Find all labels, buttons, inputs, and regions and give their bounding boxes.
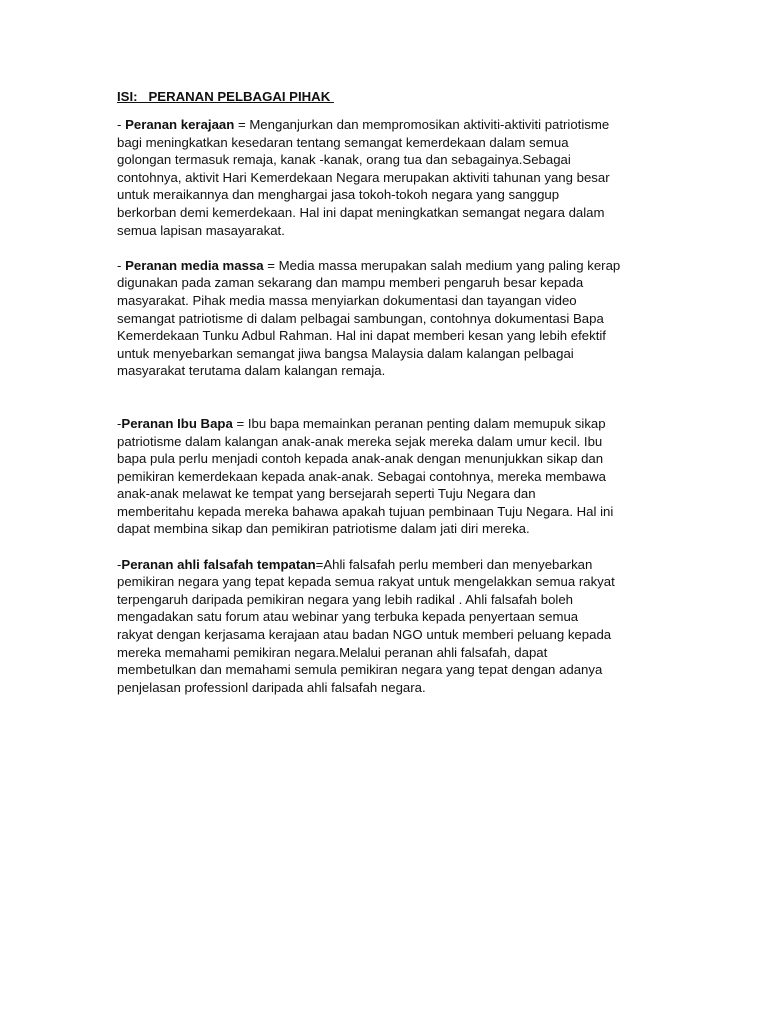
paragraph-line xyxy=(117,556,657,574)
paragraph-line: untuk menyebarkan semangat jiwa bangsa Malaysia dalam kalangan pelbagai xyxy=(117,345,574,361)
paragraph-line: rakyat dengan kerjasama kerajaan atau badan NGO untuk memberi peluang kepada xyxy=(117,627,612,643)
paragraph-line: digunakan pada zaman sekarang dan mampu memberi pengaruh besar kepada xyxy=(117,275,584,291)
paragraph-line xyxy=(117,415,657,433)
paragraph-line: anak-anak melawat ke tempat yang bersejarah seperti Tuju Negara dan xyxy=(117,486,536,502)
paragraph-line: patriotisme dalam kalangan anak-anak mereka sejak mereka dalam umur kecil. Ibu xyxy=(117,433,603,449)
bullet-prefix: - xyxy=(117,117,126,132)
paragraph-lead: Peranan ahli falsafah tempatan xyxy=(121,556,316,572)
paragraph-line: penjelasan professionl daripada ahli falsafah negara. xyxy=(117,679,426,695)
paragraph-line: terpengaruh daripada pemikiran negara yang lebih radikal . Ahli falsafah boleh xyxy=(117,591,574,607)
paragraph-lead: Peranan media massa xyxy=(125,257,264,273)
section-heading: ISI: PERANAN PELBAGAI PIHAK xyxy=(117,89,334,104)
paragraph-line: pemikiran kemerdekaan kepada anak-anak. Sebagai contohnya, mereka membawa xyxy=(117,468,606,484)
paragraph-line: membetulkan dan memahami semula pemikiran negara yang tepat dengan adanya xyxy=(117,662,603,678)
paragraph-line: Kemerdekaan Tunku Adbul Rahman. Hal ini dapat memberi kesan yang lebih efektif xyxy=(117,328,606,344)
paragraph-line: mengadakan satu forum atau webinar yang terbuka kepada penyertaan semua xyxy=(117,609,579,625)
paragraph-line: pemikiran negara yang tepat kepada semua rakyat untuk mengelakkan semua rakyat xyxy=(117,574,615,590)
paragraph-spacer xyxy=(117,538,657,556)
paragraph-line: semangat patriotisme di dalam pelbagai sambungan, contohnya dokumentasi Bapa xyxy=(117,310,604,326)
paragraph-text: = Ibu bapa memainkan peranan penting dalam memupuk sikap xyxy=(232,415,606,431)
paragraph-media-massa xyxy=(117,257,657,380)
paragraph-ahli-falsafah xyxy=(117,556,657,697)
paragraph-text: = Menganjurkan dan mempromosikan aktiviti-aktiviti patriotisme xyxy=(234,117,610,132)
paragraph-line: masyarakat terutama dalam kalangan remaja. xyxy=(117,363,386,379)
paragraph-line: masyarakat. Pihak media massa menyiarkan dokumentasi dan tayangan video xyxy=(117,292,577,308)
paragraph-lead: Peranan Ibu Bapa xyxy=(121,415,233,431)
paragraph-spacer xyxy=(117,239,657,257)
bullet-prefix: - xyxy=(117,556,122,572)
paragraph-line: berkorban demi kemerdekaan. Hal ini dapat meningkatkan semangat negara dalam xyxy=(117,204,605,220)
paragraph-line xyxy=(117,116,657,134)
paragraph-line: bapa pula perlu menjadi contoh kepada anak-anak dengan menunjukkan sikap dan xyxy=(117,451,604,467)
bullet-prefix: - xyxy=(117,415,122,431)
paragraph-spacer xyxy=(117,380,657,415)
paragraph-line xyxy=(117,257,657,275)
paragraph-text: = Media massa merupakan salah medium yang paling kerap xyxy=(263,257,621,273)
paragraph-line: untuk meraikannya dan menghargai jasa tokoh-tokoh negara yang sanggup xyxy=(117,187,560,203)
paragraph-line: golongan termasuk remaja, kanak -kanak, orang tua dan sebagainya.Sebagai xyxy=(117,152,571,168)
paragraph-text: =Ahli falsafah perlu memberi dan menyebarkan xyxy=(315,556,593,572)
paragraph-line: bagi meningkatkan kesedaran tentang semangat kemerdekaan dalam semua xyxy=(117,134,569,150)
bullet-prefix: - xyxy=(117,257,126,273)
paragraph-line: semua lapisan masayarakat. xyxy=(117,222,285,238)
paragraph-line: contohnya, aktivit Hari Kemerdekaan Negara merupakan aktiviti tahunan yang besar xyxy=(117,169,610,185)
paragraph-lead: Peranan kerajaan xyxy=(125,117,235,132)
paragraph-ibu-bapa xyxy=(117,415,657,538)
paragraph-kerajaan xyxy=(117,116,657,239)
paragraph-line: mereka memahami pemikiran negara.Melalui peranan ahli falsafah, dapat xyxy=(117,644,548,660)
paragraph-line: dapat membina sikap dan pemikiran patriotisme dalam jati diri mereka. xyxy=(117,521,530,537)
paragraph-line: memberitahu kepada mereka bahawa apakah tujuan pembinaan Tuju Negara. Hal ini xyxy=(117,503,614,519)
document-page xyxy=(117,88,657,696)
